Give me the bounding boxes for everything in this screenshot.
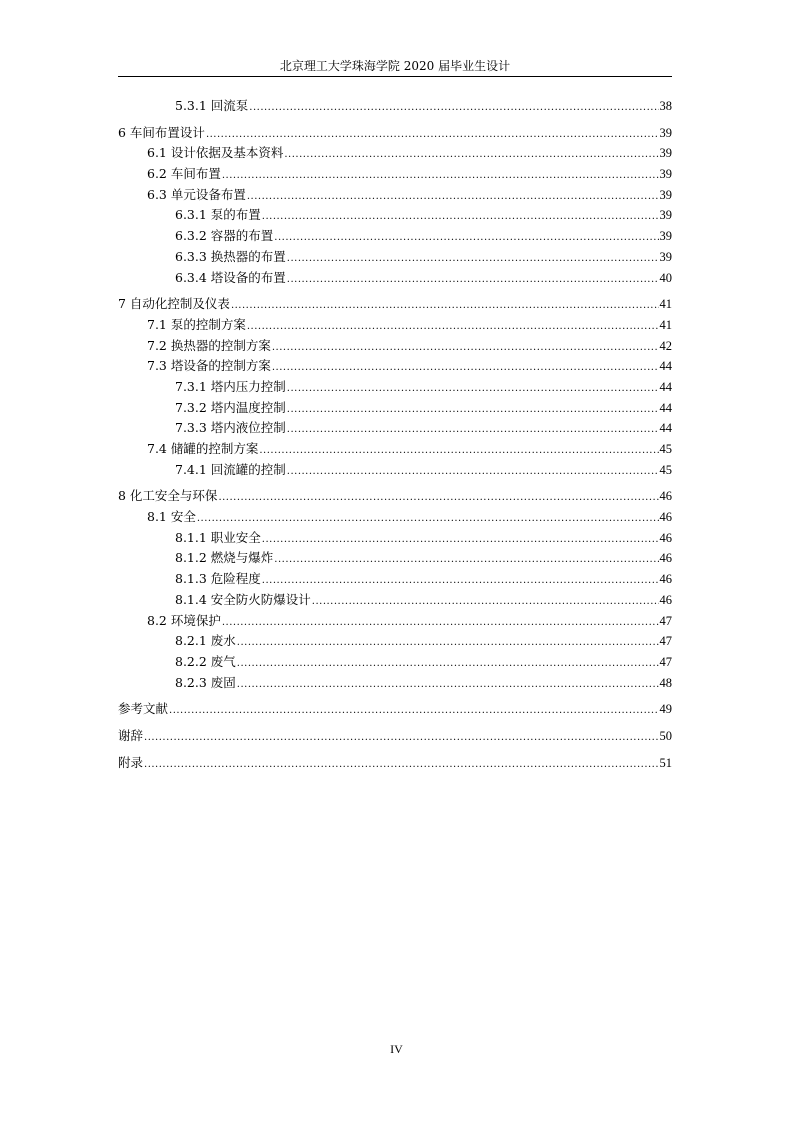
toc-entry-label: 8 化工安全与环保 xyxy=(118,488,218,504)
toc-entry-label: 6.3.1 泵的布置 xyxy=(175,207,261,223)
toc-entry-label: 8.1 安全 xyxy=(147,509,196,525)
toc-entry-label: 7.3.3 塔内液位控制 xyxy=(175,420,286,436)
toc-leader-dots xyxy=(272,358,659,379)
toc-leader-dots xyxy=(247,187,659,208)
toc-leader-dots xyxy=(287,400,659,421)
toc-entry[interactable] xyxy=(118,631,672,652)
toc-entry-page: 41 xyxy=(659,317,672,332)
toc-leader-dots xyxy=(247,317,659,338)
toc-entry[interactable] xyxy=(118,268,672,289)
toc-entry[interactable] xyxy=(118,205,672,226)
toc-leader-dots xyxy=(222,166,659,187)
toc-entry[interactable] xyxy=(118,294,672,315)
toc-entry-label: 7.3.2 塔内温度控制 xyxy=(175,399,286,415)
toc-entry-page: 46 xyxy=(659,489,672,504)
toc-entry[interactable] xyxy=(118,143,672,164)
toc-entry-label: 7.3 塔设备的控制方案 xyxy=(147,358,271,374)
toc-entry-label: 8.2 环境保护 xyxy=(147,612,221,628)
toc-entry-label: 谢辞 xyxy=(118,727,144,743)
toc-entry[interactable] xyxy=(118,726,672,747)
toc-entry[interactable] xyxy=(118,164,672,185)
toc-entry[interactable] xyxy=(118,528,672,549)
toc-entry[interactable] xyxy=(118,753,672,774)
toc-entry[interactable] xyxy=(118,336,672,357)
toc-entry-page: 46 xyxy=(659,530,672,545)
toc-leader-dots xyxy=(237,654,659,675)
toc-entry[interactable] xyxy=(118,356,672,377)
page-header: 北京理工大学珠海学院 2020 届毕业生设计 xyxy=(279,59,511,73)
toc-entry-label: 6.2 车间布置 xyxy=(147,166,221,182)
toc-leader-dots xyxy=(312,592,659,613)
toc-leader-dots xyxy=(287,462,659,483)
toc-entry-label: 8.2.1 废水 xyxy=(175,633,236,649)
toc-entry-page: 46 xyxy=(659,551,672,566)
toc-entry-label: 8.1.3 危险程度 xyxy=(175,571,261,587)
toc-entry-page: 39 xyxy=(659,167,672,182)
toc-entry-page: 45 xyxy=(659,462,672,477)
toc-entry-label: 参考文献 xyxy=(118,701,169,717)
toc-entry-page: 45 xyxy=(659,442,672,456)
toc-leader-dots xyxy=(287,379,659,400)
toc-entry-page: 38 xyxy=(659,99,672,113)
toc-entry[interactable] xyxy=(118,377,672,398)
toc-entry-page: 47 xyxy=(659,654,672,669)
toc-entry-label: 7.3.1 塔内压力控制 xyxy=(175,378,286,394)
toc-leader-dots xyxy=(206,125,659,146)
toc-leader-dots xyxy=(262,571,659,592)
toc-entry-label: 8.1.4 安全防火防爆设计 xyxy=(175,591,311,607)
toc-entry-page: 39 xyxy=(659,146,672,161)
header-rule xyxy=(118,76,672,77)
toc-entry[interactable] xyxy=(118,226,672,247)
toc-leader-dots xyxy=(249,98,658,119)
toc-leader-dots xyxy=(262,207,659,228)
toc-entry[interactable] xyxy=(118,460,672,481)
toc-entry-page: 44 xyxy=(659,359,672,374)
toc-entry-label: 8.1.1 职业安全 xyxy=(175,529,261,545)
toc-entry-page: 39 xyxy=(659,187,672,202)
toc-entry-label: 6.3.3 换热器的布置 xyxy=(175,248,286,264)
toc-leader-dots xyxy=(287,420,659,441)
toc-leader-dots xyxy=(284,145,658,166)
toc-leader-dots xyxy=(287,270,659,291)
toc-leader-dots xyxy=(259,441,658,462)
toc-entry-page: 47 xyxy=(659,613,672,628)
toc-leader-dots xyxy=(274,228,658,249)
table-of-contents xyxy=(118,96,672,773)
toc-entry[interactable] xyxy=(118,611,672,632)
toc-entry[interactable] xyxy=(118,96,672,117)
toc-entry-label: 6.1 设计依据及基本资料 xyxy=(147,145,284,161)
toc-entry[interactable] xyxy=(118,185,672,206)
toc-entry-label: 8.1.2 燃烧与爆炸 xyxy=(175,550,274,566)
toc-entry[interactable] xyxy=(118,123,672,144)
toc-entry-page: 41 xyxy=(659,297,672,312)
toc-entry-page: 39 xyxy=(659,229,672,244)
toc-entry-page: 50 xyxy=(659,728,672,743)
toc-entry-label: 7.2 换热器的控制方案 xyxy=(147,337,271,353)
toc-entry[interactable] xyxy=(118,439,672,460)
toc-entry[interactable] xyxy=(118,315,672,336)
toc-entry-page: 44 xyxy=(659,400,672,415)
toc-entry-page: 48 xyxy=(659,675,672,690)
toc-entry[interactable] xyxy=(118,673,672,694)
toc-entry-label: 5.3.1 回流泵 xyxy=(175,98,249,113)
toc-entry[interactable] xyxy=(118,699,672,720)
page-number: IV xyxy=(390,1042,403,1056)
toc-entry-page: 46 xyxy=(659,510,672,525)
toc-entry-page: 42 xyxy=(659,338,672,353)
toc-entry-page: 40 xyxy=(659,270,672,285)
toc-entry-page: 44 xyxy=(659,421,672,436)
toc-leader-dots xyxy=(222,613,659,634)
toc-entry-label: 8.2.3 废固 xyxy=(175,674,236,690)
toc-entry-page: 47 xyxy=(659,634,672,649)
toc-entry-page: 46 xyxy=(659,592,672,607)
toc-leader-dots xyxy=(197,509,659,530)
toc-entry[interactable] xyxy=(118,507,672,528)
toc-entry-label: 7.4.1 回流罐的控制 xyxy=(175,461,286,477)
toc-leader-dots xyxy=(231,296,659,317)
toc-leader-dots xyxy=(274,550,658,571)
toc-leader-dots xyxy=(169,701,658,722)
toc-entry-page: 51 xyxy=(659,755,672,770)
toc-leader-dots xyxy=(144,755,658,776)
toc-entry-page: 49 xyxy=(659,702,672,717)
toc-entry-label: 6.3.2 容器的布置 xyxy=(175,228,274,244)
toc-entry[interactable] xyxy=(118,398,672,419)
toc-entry-label: 7.4 储罐的控制方案 xyxy=(147,441,259,456)
toc-entry-label: 7 自动化控制及仪表 xyxy=(118,296,230,312)
toc-leader-dots xyxy=(262,530,659,551)
toc-leader-dots xyxy=(237,633,659,654)
toc-entry-label: 6.3.4 塔设备的布置 xyxy=(175,269,286,285)
toc-entry-label: 7.1 泵的控制方案 xyxy=(147,316,246,332)
toc-entry-page: 39 xyxy=(659,249,672,264)
toc-entry[interactable] xyxy=(118,652,672,673)
toc-leader-dots xyxy=(218,488,658,509)
toc-leader-dots xyxy=(144,728,658,749)
toc-entry[interactable] xyxy=(118,548,672,569)
toc-entry-label: 8.2.2 废气 xyxy=(175,653,236,669)
toc-entry-label: 6 车间布置设计 xyxy=(118,124,205,140)
toc-entry[interactable] xyxy=(118,486,672,507)
toc-entry-page: 39 xyxy=(659,125,672,140)
toc-entry-label: 附录 xyxy=(118,754,144,770)
toc-leader-dots xyxy=(272,338,659,359)
toc-entry-page: 44 xyxy=(659,379,672,394)
toc-leader-dots xyxy=(287,249,659,270)
toc-entry[interactable] xyxy=(118,418,672,439)
toc-entry-page: 46 xyxy=(659,572,672,587)
toc-entry[interactable] xyxy=(118,569,672,590)
toc-leader-dots xyxy=(237,675,659,696)
toc-entry-label: 6.3 单元设备布置 xyxy=(147,186,246,202)
toc-entry[interactable] xyxy=(118,590,672,611)
toc-entry[interactable] xyxy=(118,247,672,268)
toc-entry-page: 39 xyxy=(659,208,672,223)
